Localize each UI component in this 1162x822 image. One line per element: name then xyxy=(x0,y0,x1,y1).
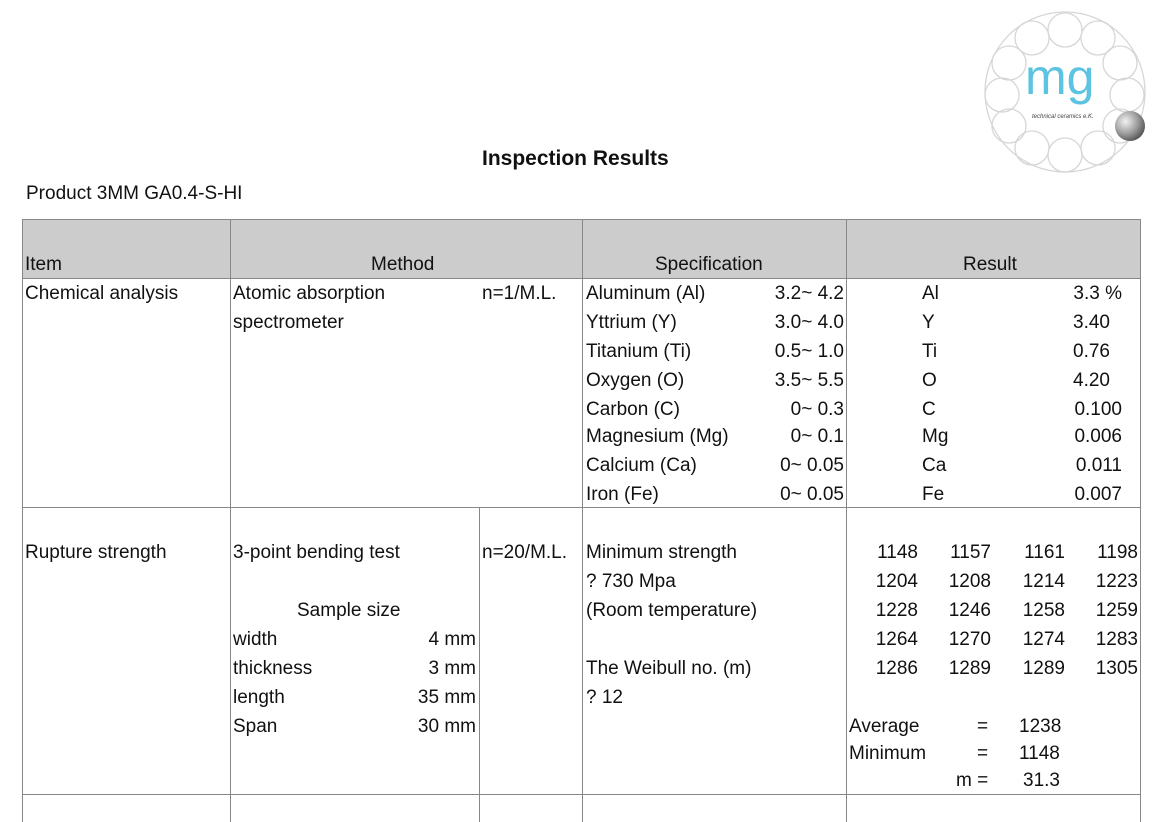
strength-value: 1198 xyxy=(1097,542,1138,563)
chemical-sampling: n=1/M.L. xyxy=(482,283,557,304)
chemical-method-line1: Atomic absorption xyxy=(233,283,386,304)
spec-range: 3.2~ 4.2 xyxy=(774,283,844,304)
strength-value: 1270 xyxy=(948,629,991,650)
result-symbol: O xyxy=(922,370,937,391)
spec-range: 0.5~ 1.0 xyxy=(774,341,844,362)
sample-size-label: Sample size xyxy=(297,600,401,621)
header-item: Item xyxy=(25,254,62,275)
header-method: Method xyxy=(371,254,435,275)
spec-weibull-value: ? 12 xyxy=(586,687,623,708)
strength-value: 1289 xyxy=(1022,658,1065,679)
dim-value: 30 mm xyxy=(417,716,476,737)
result-value: 0.007 xyxy=(1074,484,1122,505)
spec-range: 0~ 0.05 xyxy=(780,455,844,476)
rupture-sampling: n=20/M.L. xyxy=(482,542,568,563)
result-symbol: Fe xyxy=(922,484,945,505)
strength-value: 1246 xyxy=(948,600,991,621)
company-logo xyxy=(980,8,1158,180)
chemical-item: Chemical analysis xyxy=(25,283,179,304)
strength-value: 1274 xyxy=(1022,629,1065,650)
dim-label: thickness xyxy=(233,658,313,679)
strength-value: 1289 xyxy=(948,658,991,679)
result-symbol: Ca xyxy=(922,455,947,476)
logo-ball-icon xyxy=(1115,111,1145,141)
average-label: Average xyxy=(849,716,920,737)
spec-element: Aluminum (Al) xyxy=(586,283,706,304)
weibull-m-label: m = xyxy=(956,770,989,791)
dim-value: 3 mm xyxy=(428,658,476,679)
strength-value: 1157 xyxy=(950,542,991,563)
spec-range: 3.0~ 4.0 xyxy=(774,312,844,333)
header-specification: Specification xyxy=(655,254,763,275)
spec-element: Magnesium (Mg) xyxy=(586,426,729,447)
spec-min-strength-value: ? 730 Mpa xyxy=(586,571,676,592)
strength-value: 1258 xyxy=(1022,600,1065,621)
strength-value: 1208 xyxy=(948,571,991,592)
result-symbol: Ti xyxy=(922,341,938,362)
spec-range: 0~ 0.1 xyxy=(790,426,844,447)
result-value: 4.20 xyxy=(1073,370,1110,391)
weibull-m-value: 31.3 xyxy=(1023,770,1060,791)
minimum-label: Minimum xyxy=(849,743,927,764)
product-label: Product 3MM GA0.4-S-HI xyxy=(26,183,243,204)
spec-weibull: The Weibull no. (m) xyxy=(586,658,752,679)
spec-range: 3.5~ 5.5 xyxy=(774,370,844,391)
result-value: 0.006 xyxy=(1074,426,1122,447)
spec-element: Carbon (C) xyxy=(586,399,680,420)
chemical-method-line2: spectrometer xyxy=(233,312,344,333)
strength-value: 1259 xyxy=(1095,600,1138,621)
strength-value: 1204 xyxy=(875,571,918,592)
logo-letters: mg xyxy=(1025,49,1095,105)
spec-room-temp: (Room temperature) xyxy=(586,600,758,621)
dim-value: 35 mm xyxy=(417,687,476,708)
result-value: 0.100 xyxy=(1074,399,1122,420)
spec-range: 0~ 0.3 xyxy=(790,399,844,420)
header-result: Result xyxy=(963,254,1017,275)
dim-label: width xyxy=(233,629,278,650)
strength-value: 1305 xyxy=(1095,658,1138,679)
spec-range: 0~ 0.05 xyxy=(780,484,844,505)
average-eq: = xyxy=(977,716,989,737)
result-value: 0.011 xyxy=(1075,455,1122,476)
dim-label: length xyxy=(233,687,285,708)
minimum-eq: = xyxy=(977,743,989,764)
dim-value: 4 mm xyxy=(428,629,476,650)
strength-value: 1286 xyxy=(875,658,918,679)
minimum-value: 1148 xyxy=(1019,743,1060,764)
page-title: Inspection Results xyxy=(482,147,669,170)
spec-element: Titanium (Ti) xyxy=(586,341,692,362)
strength-value: 1214 xyxy=(1022,571,1065,592)
strength-value: 1264 xyxy=(875,629,918,650)
average-value: 1238 xyxy=(1019,716,1062,737)
dim-label: Span xyxy=(233,716,278,737)
result-value: 0.76 xyxy=(1073,341,1110,362)
result-symbol: C xyxy=(922,399,936,420)
strength-value: 1283 xyxy=(1095,629,1138,650)
strength-value: 1228 xyxy=(875,600,918,621)
spec-element: Oxygen (O) xyxy=(586,370,685,391)
spec-element: Calcium (Ca) xyxy=(586,455,697,476)
spec-element: Iron (Fe) xyxy=(586,484,659,505)
result-value: 3.40 xyxy=(1073,312,1110,333)
strength-value: 1148 xyxy=(877,542,918,563)
spec-element: Yttrium (Y) xyxy=(586,312,677,333)
strength-value: 1161 xyxy=(1024,542,1065,563)
strength-value: 1223 xyxy=(1095,571,1138,592)
result-symbol: Mg xyxy=(922,426,949,447)
rupture-item: Rupture strength xyxy=(25,542,167,563)
logo-tagline: technical ceramics e.K. xyxy=(1032,114,1094,120)
rupture-method: 3-point bending test xyxy=(233,542,400,563)
spec-min-strength: Minimum strength xyxy=(586,542,737,563)
result-symbol: Y xyxy=(922,312,935,333)
result-value: 3.3 % xyxy=(1073,283,1122,304)
result-symbol: Al xyxy=(922,283,939,304)
